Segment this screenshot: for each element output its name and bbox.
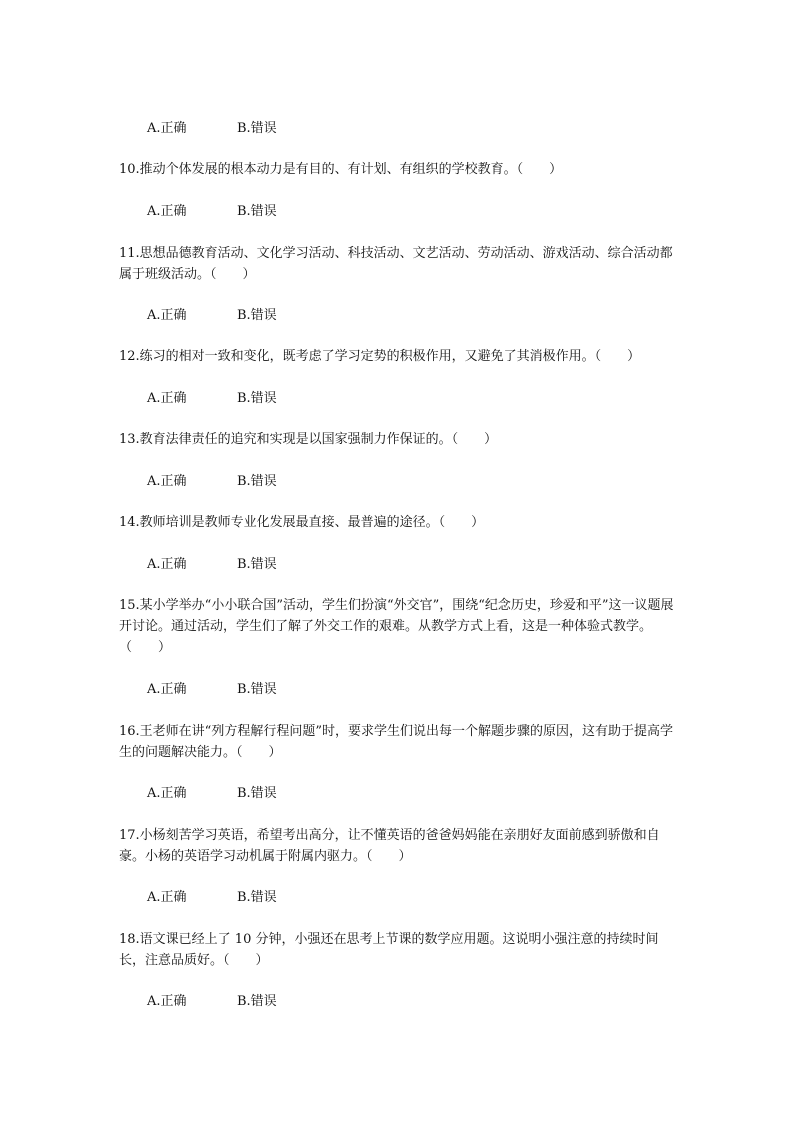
option-a-correct[interactable]: A.正确 bbox=[147, 682, 187, 697]
question-16: 16.王老师在讲“列方程解行程问题”时，要求学生们说出每一个解题步骤的原因，这有助于提高学生的问题解决能力。（ ） bbox=[119, 724, 673, 760]
option-b-wrong[interactable]: B.错误 bbox=[237, 308, 277, 323]
question-13: 13.教育法律责任的追究和实现是以国家强制力作保证的。（ ） bbox=[119, 432, 498, 447]
question-15: 15.某小学举办“小小联合国”活动，学生们扮演“外交官”，围绕“纪念历史，珍爱和平”这一议题展开讨论。通过活动，学生们了解了外交工作的艰难。从教学方式上看，这是一种体验式教学。（ ） bbox=[119, 598, 674, 655]
option-b-wrong[interactable]: B.错误 bbox=[237, 786, 277, 801]
option-b-wrong[interactable]: B.错误 bbox=[237, 557, 277, 572]
option-a-correct[interactable]: A.正确 bbox=[147, 204, 187, 219]
options-q13 bbox=[147, 471, 707, 492]
options-q14 bbox=[147, 554, 707, 575]
option-a-correct[interactable]: A.正确 bbox=[147, 308, 187, 323]
options-q15 bbox=[147, 679, 707, 700]
option-a-correct[interactable]: A.正确 bbox=[147, 890, 187, 905]
options-q11 bbox=[147, 305, 707, 326]
options-q9 bbox=[147, 118, 707, 139]
option-a-correct[interactable]: A.正确 bbox=[147, 121, 187, 136]
option-b-wrong[interactable]: B.错误 bbox=[237, 890, 277, 905]
option-b-wrong[interactable]: B.错误 bbox=[237, 474, 277, 489]
option-b-wrong[interactable]: B.错误 bbox=[237, 994, 277, 1009]
option-b-wrong[interactable]: B.错误 bbox=[237, 204, 277, 219]
options-q12 bbox=[147, 388, 707, 409]
question-17: 17.小杨刻苦学习英语，希望考出高分，让不懂英语的爸爸妈妈能在亲朋好友面前感到骄傲和自豪。小杨的英语学习动机属于附属内驱力。（ ） bbox=[119, 828, 660, 864]
question-18: 18.语文课已经上了 10 分钟，小强还在思考上节课的数学应用题。这说明小强注意的持续时间长，注意品质好。（ ） bbox=[119, 932, 659, 968]
question-10: 10.推动个体发展的根本动力是有目的、有计划、有组织的学校教育。（ ） bbox=[119, 162, 563, 177]
option-a-correct[interactable]: A.正确 bbox=[147, 786, 187, 801]
options-q16 bbox=[147, 783, 707, 804]
options-q10 bbox=[147, 201, 707, 222]
question-14: 14.教师培训是教师专业化发展最直接、最普遍的途径。（ ） bbox=[119, 515, 485, 530]
options-q18 bbox=[147, 991, 707, 1012]
options-q17 bbox=[147, 887, 707, 908]
question-11: 11.思想品德教育活动、文化学习活动、科技活动、文艺活动、劳动活动、游戏活动、综合活动都属于班级活动。（ ） bbox=[119, 246, 673, 282]
option-a-correct[interactable]: A.正确 bbox=[147, 391, 187, 406]
option-b-wrong[interactable]: B.错误 bbox=[237, 121, 277, 136]
option-b-wrong[interactable]: B.错误 bbox=[237, 682, 277, 697]
question-12: 12.练习的相对一致和变化，既考虑了学习定势的积极作用，又避免了其消极作用。（ ） bbox=[119, 349, 641, 364]
option-a-correct[interactable]: A.正确 bbox=[147, 557, 187, 572]
option-a-correct[interactable]: A.正确 bbox=[147, 474, 187, 489]
option-a-correct[interactable]: A.正确 bbox=[147, 994, 187, 1009]
option-b-wrong[interactable]: B.错误 bbox=[237, 391, 277, 406]
